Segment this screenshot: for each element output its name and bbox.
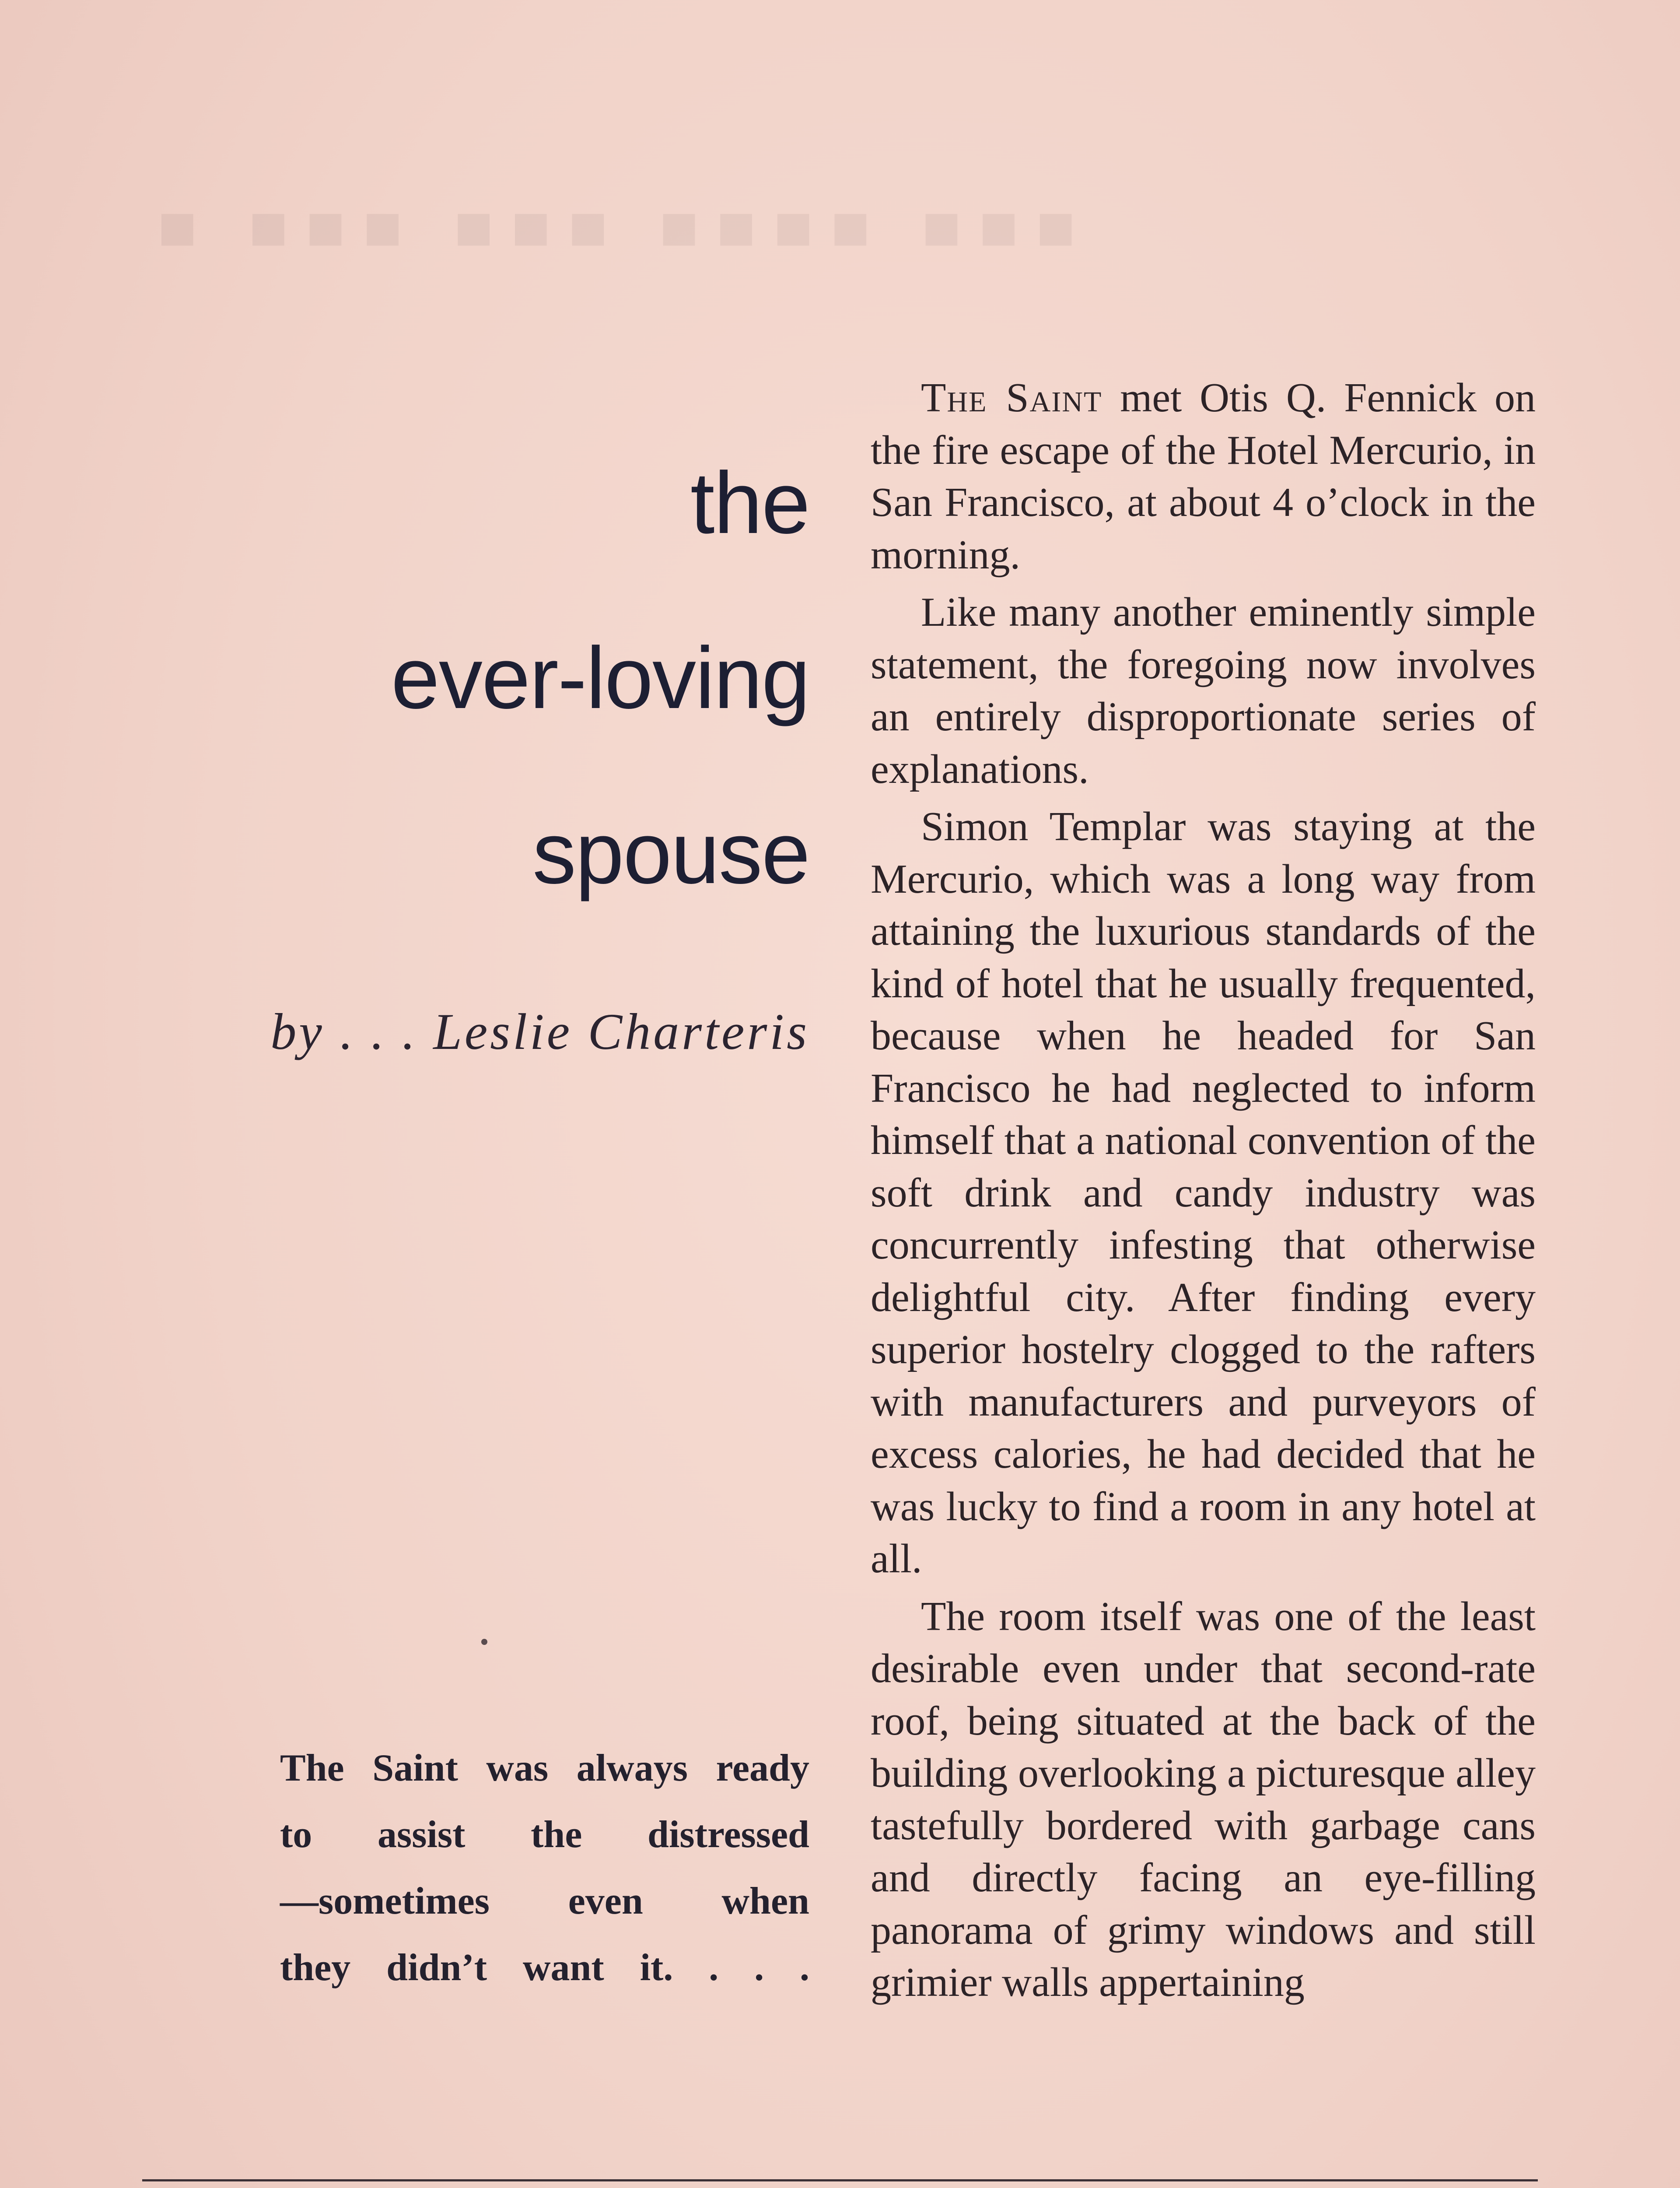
teaser-line: The Saint was always ready bbox=[280, 1747, 809, 1789]
body-paragraph-1 bbox=[871, 372, 1536, 581]
title-line-1: the bbox=[690, 454, 809, 552]
author-byline: by . . . Leslie Charteris bbox=[270, 1003, 809, 1060]
bleed-through-ghost-text: ■ ■■■ ■■■ ■■■■ ■■■ bbox=[158, 191, 1093, 264]
teaser-line: they didn’t want it. . . . bbox=[280, 1946, 809, 1989]
teaser-line: —sometimes even when bbox=[280, 1880, 809, 1922]
title-line-2: ever-loving bbox=[391, 629, 809, 727]
story-title bbox=[184, 454, 809, 985]
story-body bbox=[871, 372, 1536, 2009]
footer-rule-top bbox=[142, 2179, 1538, 2181]
teaser-line: to assist the distressed bbox=[280, 1813, 809, 1856]
body-paragraph-2: Like many another eminently simple statement, the foregoing now involves an entirely disproportionate series of explanations. bbox=[871, 589, 1536, 792]
body-paragraph-4: The room itself was one of the least desirable even under that second-rate roof, being situated at the back of the building overlooking a picturesque alley tastefully bordered with garbage cans and directly facing an eye-filling panorama of grimy windows and still grimier walls appertaining bbox=[871, 1593, 1536, 2005]
story-teaser bbox=[280, 1735, 809, 2001]
body-paragraph-3: Simon Templar was staying at the Mercurio, which was a long way from attaining the luxurious standards of the kind of hotel that he usually frequented, because when he headed for San Francisco he had neglected to inform himself that a national convention of the soft drink and candy industry was concurrently infesting that otherwise delightful city. After finding every superior hostelry clogged to the rafters with manufacturers and purveyors of excess calories, he had decided that he was lucky to find a room in any hotel at all. bbox=[871, 804, 1536, 1581]
paragraph-text: met Otis Q. Fennick on the fire escape of the Hotel Mercurio, in San Francisco, at about 4 o’clock in the morning. bbox=[871, 375, 1536, 578]
title-line-3: spouse bbox=[532, 804, 809, 902]
paper-speck bbox=[481, 1639, 487, 1645]
opening-small-caps: The Saint bbox=[921, 375, 1102, 421]
